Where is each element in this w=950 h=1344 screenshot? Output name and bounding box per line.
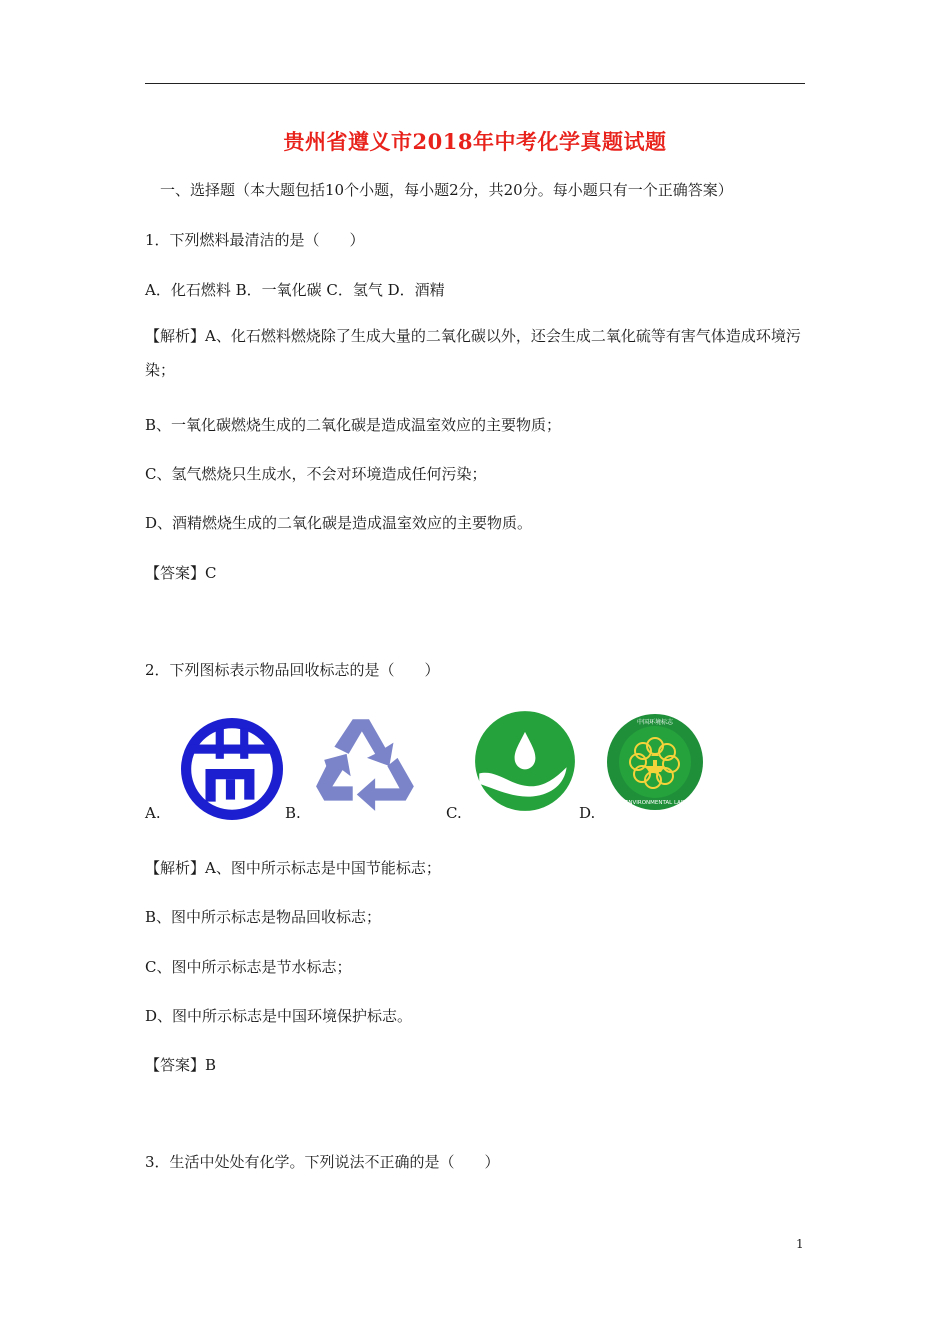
q2-analysis-a: 【解析】A、图中所示标志是中国节能标志； [145,859,441,877]
q1-analysis-c: C、氢气燃烧只生成水，不会对环境造成任何污染； [145,465,487,483]
recycling-logo-icon [312,712,424,816]
energy-saving-logo-icon [181,718,283,820]
water-saving-logo-icon [473,709,577,813]
section-heading: 一、选择题（本大题包括10个小题，每小题2分，共20分。每小题只有一个正确答案） [160,181,733,199]
q1-analysis-d: D、酒精燃烧生成的二氧化碳是造成温室效应的主要物质。 [145,514,533,532]
q2-option-c-label: C. [446,804,462,822]
q2-option-b-label: B. [285,804,301,822]
environmental-label-logo-icon [605,712,705,812]
q1-options: A．化石燃料 B．一氧化碳 C．氢气 D．酒精 [145,281,445,299]
q2-analysis-b: B、图中所示标志是物品回收标志； [145,908,382,926]
q1-analysis-b: B、一氧化碳燃烧生成的二氧化碳是造成温室效应的主要物质； [145,416,562,434]
q3-stem: 3．生活中处处有化学。下列说法不正确的是（ ） [145,1153,500,1171]
q2-option-a-label: A. [145,804,161,822]
q2-stem: 2．下列图标表示物品回收标志的是（ ） [145,661,440,679]
q1-analysis-a: 【解析】A、化石燃料燃烧除了生成大量的二氧化碳以外，还会生成二氧化硫等有害气体造成环境污染； [145,327,801,379]
q2-analysis-d: D、图中所示标志是中国环境保护标志。 [145,1007,413,1025]
q2-answer: 【答案】B [145,1056,217,1074]
q2-analysis-c: C、图中所示标志是节水标志； [145,958,352,976]
logo-d-top-caption: 中国环境标志 [636,719,674,726]
q1-stem: 1．下列燃料最清洁的是（ ） [145,231,365,249]
page-title: 贵州省遵义市2018年中考化学真题试题 [283,129,667,154]
q2-option-d-label: D. [579,804,596,822]
page-number: 1 [796,1237,804,1251]
header-rule [145,83,805,84]
logo-d-caption: CHINA ENVIRONMENTAL LABELLING [605,800,705,806]
q1-answer: 【答案】C [145,564,217,582]
